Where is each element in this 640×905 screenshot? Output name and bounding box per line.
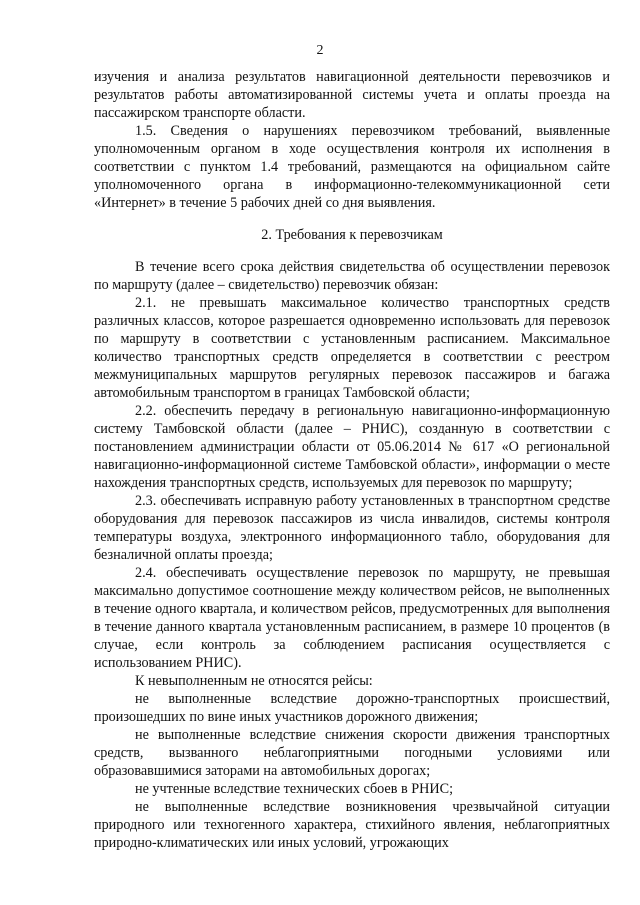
document-body (94, 68, 610, 852)
paragraph-continuation: изучения и анализа результатов навигационной деятельности перевозчиков и результатов работы автоматизированной системы учета и оплаты проезда на пассажирском транспорте области. (94, 69, 610, 121)
paragraph-exception-accidents: не выполненные вследствие дорожно-транспортных происшествий, произошедших по вине иных участников дорожного движения; (94, 691, 610, 725)
page-number: 2 (316, 43, 324, 58)
paragraph-exception-emergency: не выполненные вследствие возникновения чрезвычайной ситуации природного или техногенного характера, стихийного явления, неблагоприятных природно-климатических или иных условий, угрожающих (94, 799, 610, 851)
paragraph-exception-rnis: не учтенные вследствие технических сбоев в РНИС; (135, 781, 454, 797)
paragraph-1-5: 1.5. Сведения о нарушениях перевозчиком требований, выявленные уполномоченным органом в ходе осуществления контроля их исполнения в соответствии с пунктом 1.4 требований, размещаются на официальном сайте уполномоченного органа в информационно-телекоммуникационной сети «Интернет» в течение 5 рабочих дней со дня выявления. (94, 123, 610, 211)
paragraph-2-2: 2.2. обеспечить передачу в региональную навигационно-информационную систему Тамбовской области (далее – РНИС), созданную в соответствии с постановлением администрации области от 05.06.2014 № 617 «О региональной навигационно-информационной системе Тамбовской области», информации о месте нахождения транспортных средств, используемых для перевозок по маршруту; (94, 403, 610, 491)
paragraph-2-4: 2.4. обеспечивать осуществление перевозок по маршруту, не превышая максимально допустимое соотношение между количеством рейсов, не выполненных в течение одного квартала, и количеством рейсов, предусмотренных для выполнения в течение данного квартала установленным расписанием, в размере 10 процентов (в случае, если контроль за соблюдением расписания осуществляется с использованием РНИС). (94, 565, 610, 671)
paragraph-2-3: 2.3. обеспечивать исправную работу установленных в транспортном средстве оборудования для перевозок пассажиров из числа инвалидов, системы контроля температуры воздуха, электронного информационного табло, оборудования для безналичной оплаты проезда; (94, 493, 610, 563)
paragraph-2-1: 2.1. не превышать максимальное количество транспортных средств различных классов, которое разрешается одновременно использовать для перевозок по маршруту в соответствии с установленным расписанием. Максимальное количество транспортных средств определяется в соответствии с реестром межмуниципальных маршрутов регулярных перевозок пассажиров и багажа автомобильным транспортом в границах Тамбовской области; (94, 295, 610, 401)
paragraph-exceptions-intro: К невыполненным не относятся рейсы: (135, 673, 373, 689)
paragraph-intro: В течение всего срока действия свидетельства об осуществлении перевозок по маршруту (далее – свидетельство) перевозчик обязан: (94, 259, 610, 293)
section-heading: 2. Требования к перевозчикам (261, 227, 443, 243)
paragraph-exception-speed: не выполненные вследствие снижения скорости движения транспортных средств, вызванного неблагоприятными погодными условиями или образовавшимися заторами на автомобильных дорогах; (94, 727, 610, 779)
